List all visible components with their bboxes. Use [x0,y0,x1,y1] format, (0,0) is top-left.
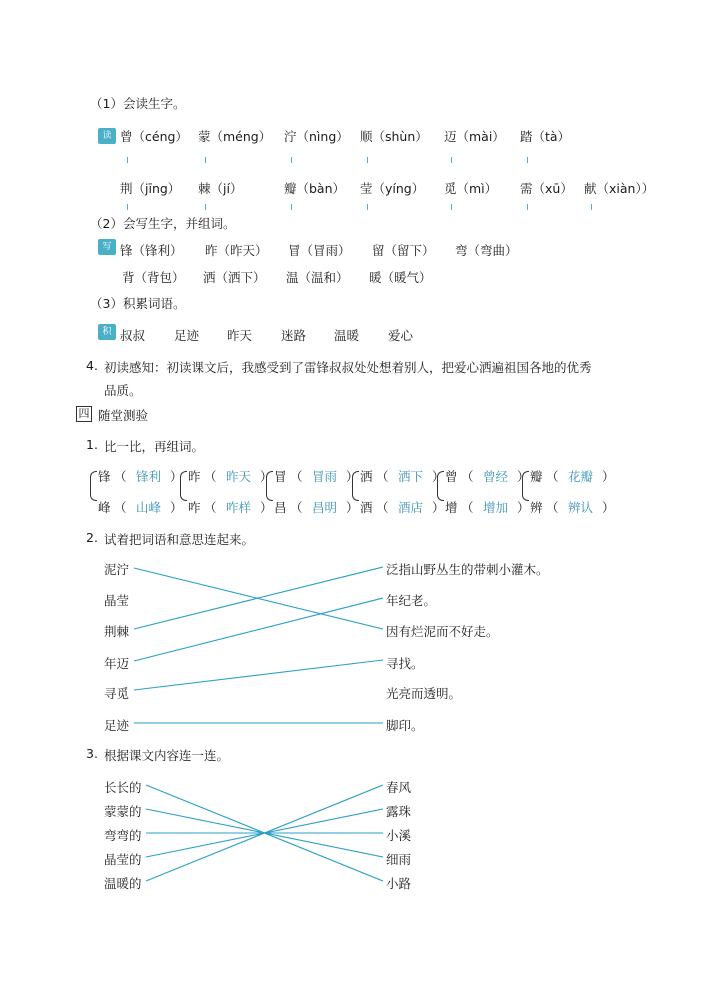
answer-word: 昌明 [312,500,338,515]
pinyin-char: 迈（mài） [444,129,505,144]
write-word: 昨（昨天） [205,243,268,258]
answer-word: 山峰 [136,500,162,515]
pinyin-char: 莹（yíng） [360,181,425,196]
paren-open: （ [376,469,389,484]
match-noun: 小溪 [386,828,412,843]
compare-char: 咋 [188,500,201,515]
compare-char: 峰 [98,500,111,515]
match-meaning: 光亮而透明。 [386,686,462,701]
match-modifier: 晶莹的 [104,852,142,867]
match-modifier: 弯弯的 [104,828,142,843]
pinyin-char: 觅（mì） [444,181,498,196]
write-word: 温（温和） [286,270,349,285]
paren-close: ） [346,469,359,484]
paren-close: ） [517,469,530,484]
paren-close: ） [170,469,183,484]
paren-open: （ [546,469,559,484]
paren-open: （ [114,469,127,484]
paren-open: （ [461,469,474,484]
paren-close: ） [432,500,445,515]
paren-open: （ [204,469,217,484]
paren-close: ） [260,500,273,515]
section-number-box: 四 [76,406,92,422]
match-line [134,598,383,661]
vocab-word: 爱心 [388,328,414,343]
q2-number: 2. [86,530,98,545]
pinyin-char: 踏（tà） [520,129,571,144]
vocab-word: 迷路 [281,328,307,343]
match-noun: 细雨 [386,852,412,867]
compare-char: 增 [445,500,458,515]
match-noun: 露珠 [386,804,412,819]
pinyin-char: 泞（nìng） [284,129,349,144]
compare-char: 冒 [274,469,287,484]
write-word: 暖（暖气） [369,270,432,285]
write-word: 弯（弯曲） [455,243,518,258]
vocab-word: 昨天 [227,328,253,343]
pinyin-char: 曾（céng） [120,129,188,144]
paren-close: ） [346,500,359,515]
write-word: 冒（冒雨） [288,243,351,258]
write-word: 背（背包） [122,270,185,285]
item4-number: 4. [86,358,98,373]
match-term: 晶莹 [104,593,130,608]
compare-char: 曾 [445,469,458,484]
match-meaning: 脚印。 [386,718,424,733]
match-noun: 春风 [386,780,412,795]
answer-word: 辨认 [568,500,594,515]
vocab-word: 足迹 [174,328,200,343]
paren-open: （ [114,500,127,515]
paren-open: （ [290,469,303,484]
match-term: 足迹 [104,718,130,733]
match-modifier: 蒙蒙的 [104,804,142,819]
write-word: 洒（洒下） [203,270,266,285]
paren-close: ） [602,469,615,484]
answer-word: 洒下 [398,469,424,484]
pinyin-char: 需（xū） [520,181,573,196]
q1-number: 1. [86,437,98,452]
match-term: 年迈 [104,656,130,671]
answer-word: 昨天 [226,469,252,484]
vocab-word: 叔叔 [120,328,146,343]
compare-char: 瓣 [530,469,543,484]
subtitle-accumulate: （3）积累词语。 [90,296,186,311]
subtitle-read: （1）会读生字。 [90,96,186,111]
pinyin-char: 棘（jí） [198,181,243,196]
pinyin-char: 献（xiàn）） [584,181,655,196]
item4-text: 初读感知：初读课文后，我感受到了雷锋叔叔处处想着别人，把爱心洒遍祖国各地的优秀 [104,360,592,375]
write-word: 留（留下） [372,243,435,258]
paren-open: （ [204,500,217,515]
pinyin-char: 瓣（bàn） [284,181,346,196]
match-meaning: 因有烂泥而不好走。 [386,624,499,639]
answer-word: 增加 [483,500,509,515]
paren-close: ） [602,500,615,515]
q3-text: 根据课文内容连一连。 [104,748,230,763]
accumulate-tag-icon: 积 [98,324,116,340]
paren-open: （ [290,500,303,515]
match-term: 泥泞 [104,562,130,577]
compare-char: 昨 [188,469,201,484]
paren-open: （ [376,500,389,515]
answer-word: 花瓣 [568,469,594,484]
match-meaning: 年纪老。 [386,593,437,608]
answer-word: 咋样 [226,500,252,515]
match-meaning: 泛指山野丛生的带刺小灌木。 [386,562,549,577]
paren-close: ） [260,469,273,484]
answer-word: 冒雨 [312,469,338,484]
subtitle-write: （2）会写生字，并组词。 [90,216,236,231]
pinyin-char: 蒙（méng） [198,129,272,144]
answer-word: 酒店 [398,500,424,515]
match-term: 荆棘 [104,624,130,639]
write-word: 锋（锋利） [120,243,183,258]
vocab-word: 温暖 [334,328,360,343]
answer-word: 曾经 [483,469,509,484]
answer-word: 锋利 [136,469,162,484]
match-term: 寻觅 [104,686,130,701]
compare-char: 洒 [360,469,373,484]
match-modifier: 温暖的 [104,876,142,891]
compare-char: 辨 [530,500,543,515]
section-title: 随堂测验 [98,408,149,423]
pinyin-char: 荆（jīng） [120,181,181,196]
q2-text: 试着把词语和意思连起来。 [104,532,255,547]
paren-open: （ [461,500,474,515]
match-line [134,660,383,690]
q1-text: 比一比，再组词。 [104,439,205,454]
compare-char: 酒 [360,500,373,515]
q3-number: 3. [86,746,98,761]
compare-char: 昌 [274,500,287,515]
paren-close: ） [432,469,445,484]
pinyin-char: 顺（shùn） [360,129,428,144]
paren-open: （ [546,500,559,515]
match-noun: 小路 [386,876,412,891]
match-modifier: 长长的 [104,780,142,795]
item4-text-cont: 品质。 [104,383,142,398]
read-tag-icon: 读 [98,128,116,144]
compare-char: 锋 [98,469,111,484]
write-tag-icon: 写 [98,239,116,255]
paren-close: ） [170,500,183,515]
match-meaning: 寻找。 [386,656,424,671]
paren-close: ） [517,500,530,515]
